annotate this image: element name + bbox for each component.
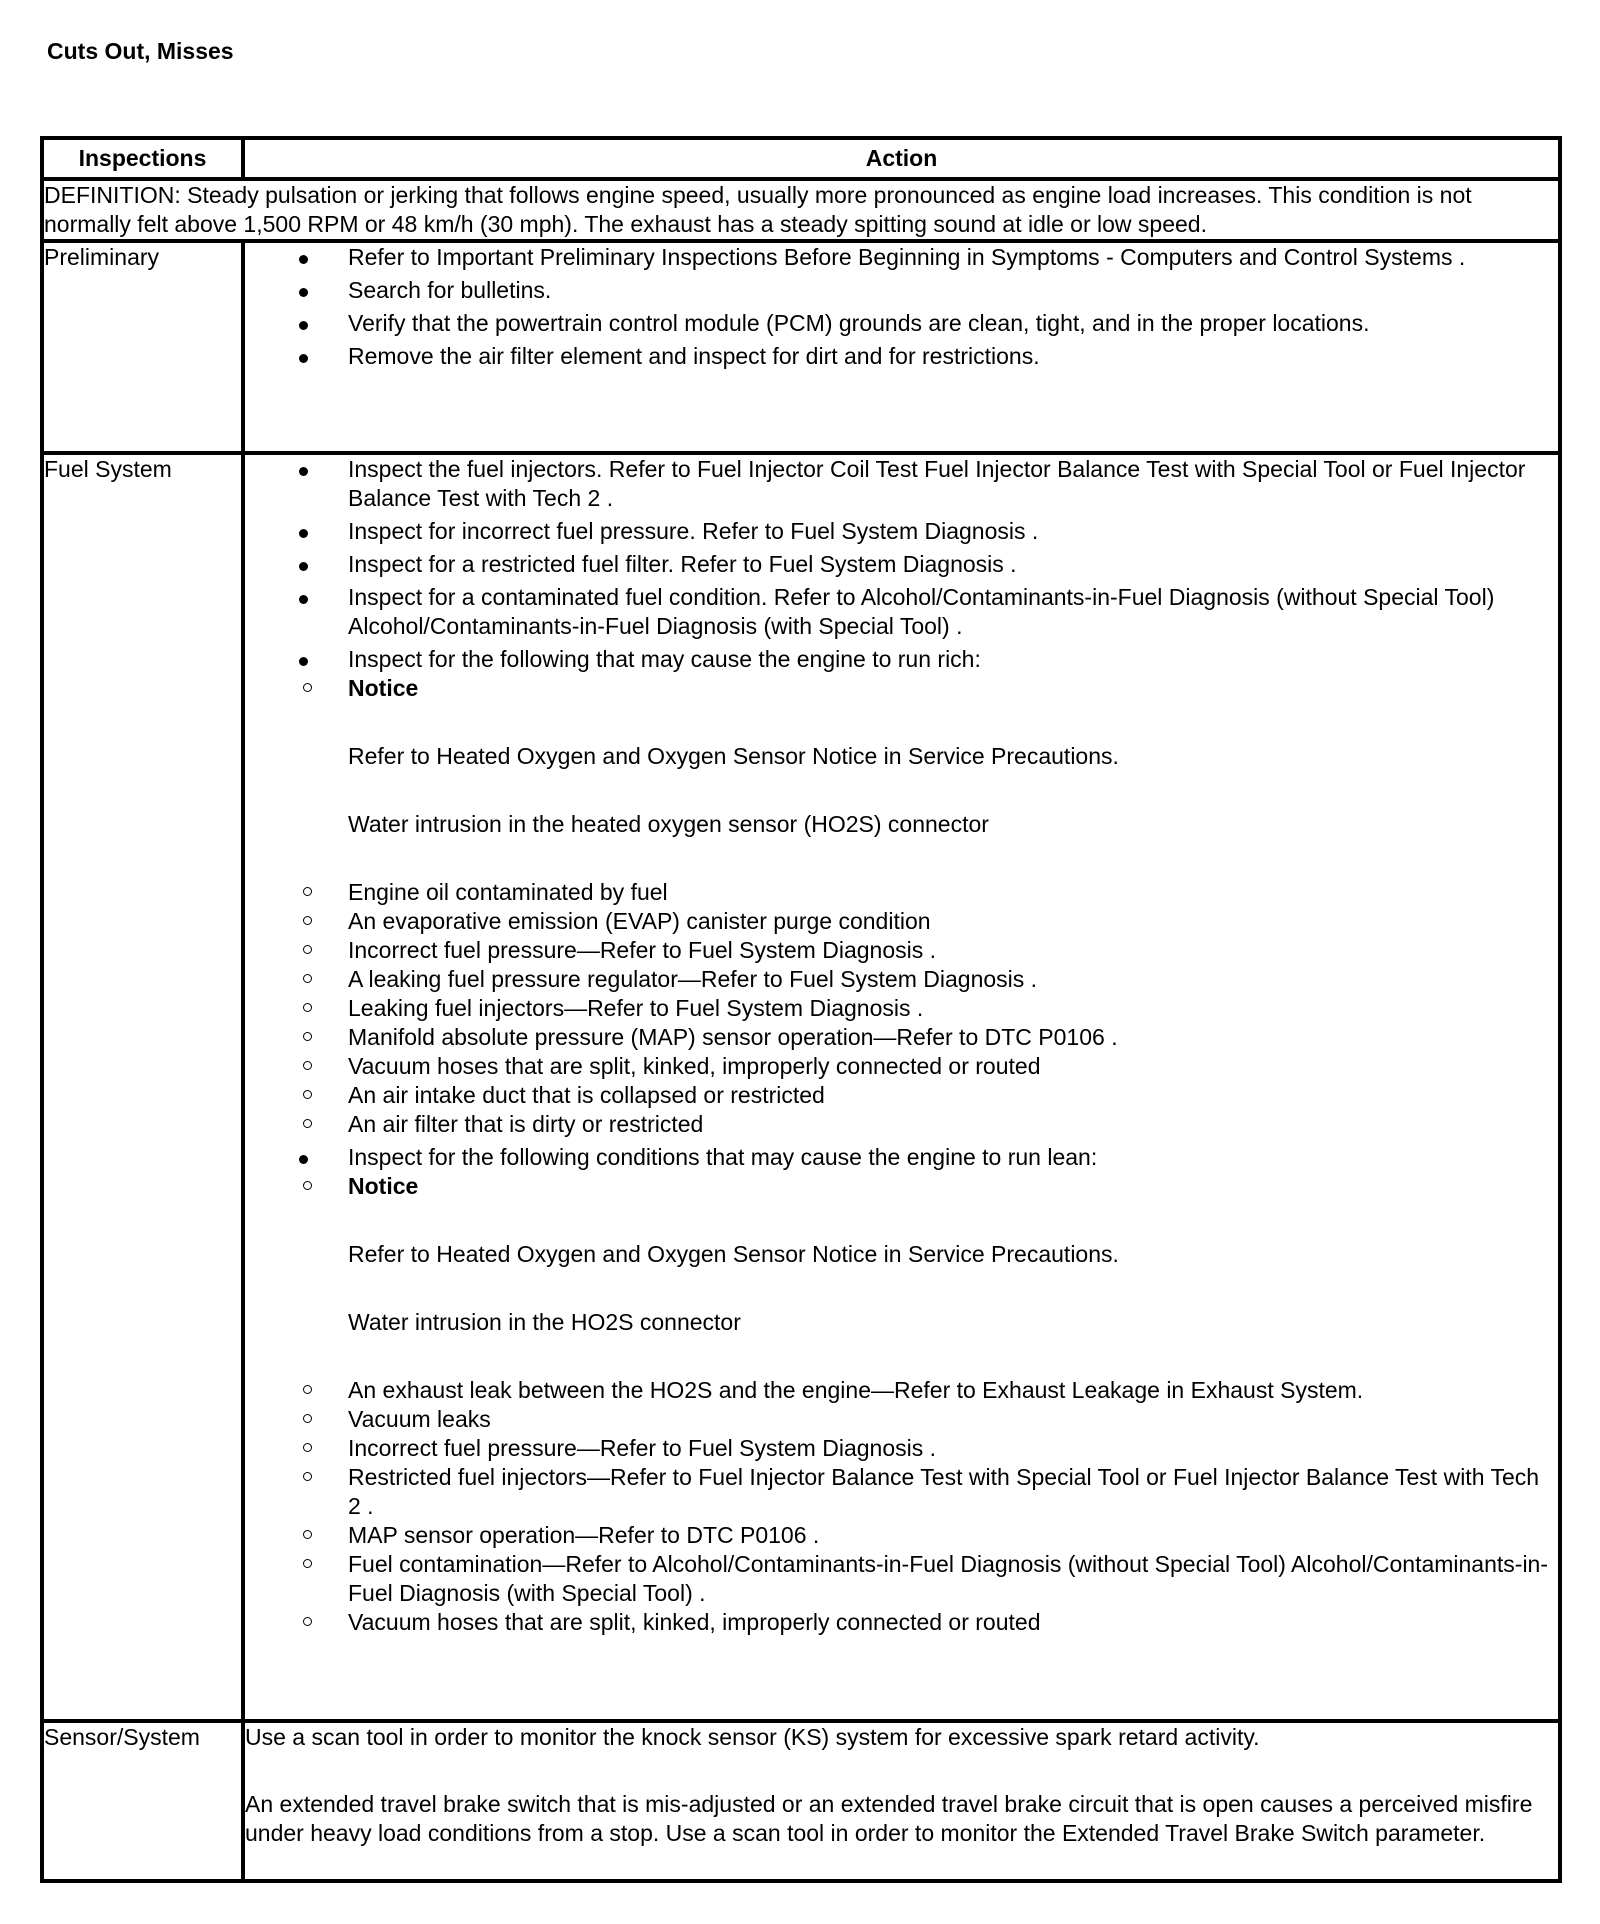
- sub-list-item: Vacuum hoses that are split, kinked, improperly connected or routed: [248, 1608, 1558, 1637]
- preliminary-label: Preliminary: [42, 241, 243, 453]
- bullet-icon: [299, 529, 308, 538]
- list-item: Remove the air filter element and inspect for dirt and for restrictions.: [245, 342, 1558, 371]
- sub-list-item: An air filter that is dirty or restricted: [248, 1110, 1558, 1139]
- sub-list-item: Vacuum hoses that are split, kinked, improperly connected or routed: [248, 1052, 1558, 1081]
- bullet-icon: [299, 467, 308, 476]
- sub-list-item: MAP sensor operation—Refer to DTC P0106 .: [248, 1521, 1558, 1550]
- circle-bullet-icon: [303, 683, 312, 692]
- circle-bullet-icon: [303, 1559, 312, 1568]
- bullet-icon: [299, 354, 308, 363]
- list-item: Search for bulletins.: [245, 276, 1558, 305]
- circle-bullet-icon: [303, 1617, 312, 1626]
- diagnostic-table: [40, 136, 1562, 1883]
- sub-list-item: Restricted fuel injectors—Refer to Fuel Injector Balance Test with Special Tool or Fuel Injector Balance Test with Tech 2 .: [248, 1463, 1558, 1521]
- list-item: Inspect the fuel injectors. Refer to Fuel Injector Coil Test Fuel Injector Balance Test with Special Tool or Fuel Injector Balance Test with Tech 2 .: [245, 455, 1558, 513]
- sub-list-item: Fuel contamination—Refer to Alcohol/Contaminants-in-Fuel Diagnosis (without Special Tool) Alcohol/Contaminants-in-Fuel Diagnosis (with Special Tool) .: [248, 1550, 1558, 1608]
- sub-list-item: Vacuum leaks: [248, 1405, 1558, 1434]
- notice-item-text: Water intrusion in the HO2S connector: [348, 1309, 741, 1335]
- lean-sublist: [348, 1172, 1558, 1637]
- page-title: Cuts Out, Misses: [47, 38, 234, 64]
- circle-bullet-icon: [303, 1414, 312, 1423]
- circle-bullet-icon: [303, 945, 312, 954]
- bullet-icon: [299, 321, 308, 330]
- notice-title: Notice: [348, 675, 419, 701]
- sensor-system-actions: [243, 1721, 1560, 1881]
- circle-bullet-icon: [303, 1472, 312, 1481]
- sub-list-item: Leaking fuel injectors—Refer to Fuel System Diagnosis .: [248, 994, 1558, 1023]
- header-inspections: Inspections: [42, 138, 243, 179]
- sub-list-item: Manifold absolute pressure (MAP) sensor operation—Refer to DTC P0106 .: [248, 1023, 1558, 1052]
- bullet-icon: [299, 562, 308, 571]
- sub-list-item: Engine oil contaminated by fuel: [248, 878, 1558, 907]
- fuel-system-list: [245, 455, 1558, 1637]
- fuel-system-label: Fuel System: [42, 453, 243, 1721]
- circle-bullet-icon: [303, 974, 312, 983]
- circle-bullet-icon: [303, 1385, 312, 1394]
- bullet-icon: [299, 288, 308, 297]
- header-row: [42, 138, 1560, 179]
- list-item: Inspect for a restricted fuel filter. Refer to Fuel System Diagnosis .: [245, 550, 1558, 579]
- sub-list-item: An exhaust leak between the HO2S and the engine—Refer to Exhaust Leakage in Exhaust System.: [248, 1376, 1558, 1405]
- sub-list-item: A leaking fuel pressure regulator—Refer to Fuel System Diagnosis .: [248, 965, 1558, 994]
- circle-bullet-icon: [303, 887, 312, 896]
- circle-bullet-icon: [303, 1530, 312, 1539]
- bullet-icon: [299, 1155, 308, 1164]
- sensor-paragraph-1: Use a scan tool in order to monitor the knock sensor (KS) system for excessive spark retard activity.: [245, 1724, 1260, 1750]
- circle-bullet-icon: [303, 1061, 312, 1070]
- fuel-system-row: [42, 453, 1560, 1721]
- list-item: Verify that the powertrain control module (PCM) grounds are clean, tight, and in the proper locations.: [245, 309, 1558, 338]
- list-item-rich: Inspect for the following that may cause the engine to run rich: Notice Refer to Heated Oxygen and Oxygen Sensor Notice in Service Precautions. Water intrusion in the heated oxygen sensor (HO2S) connector Engine oil contaminated by fuel An evaporative emission (EVAP) canister purge condition Incorrect fuel pressure—Refer to Fuel System Diagnosis . A leaking fuel pressure regulator—Refer to Fuel System Diagnosis . Leaking fuel injectors—Refer to Fuel System Diagnosis . Manifold absolute pressure (MAP) sensor operation—Refer to DTC P0106 . Vacuum hoses that are split, kinked, improperly connected or routed An air intake duct that is collapsed or restricted An air filter that is dirty or restricted: [245, 645, 1558, 1139]
- preliminary-actions: [243, 241, 1560, 453]
- sub-list-item: An air intake duct that is collapsed or restricted: [248, 1081, 1558, 1110]
- definition-row: [42, 179, 1560, 241]
- notice-item: [248, 674, 1558, 878]
- sub-list-item: An evaporative emission (EVAP) canister purge condition: [248, 907, 1558, 936]
- circle-bullet-icon: [303, 1003, 312, 1012]
- sub-list-item: Incorrect fuel pressure—Refer to Fuel System Diagnosis .: [248, 936, 1558, 965]
- bullet-icon: [299, 657, 308, 666]
- rich-sublist: [348, 674, 1558, 1139]
- circle-bullet-icon: [303, 916, 312, 925]
- notice-item-text: Water intrusion in the heated oxygen sensor (HO2S) connector: [348, 811, 989, 837]
- circle-bullet-icon: [303, 1181, 312, 1190]
- header-action: Action: [243, 138, 1560, 179]
- circle-bullet-icon: [303, 1090, 312, 1099]
- list-item: Inspect for incorrect fuel pressure. Refer to Fuel System Diagnosis .: [245, 517, 1558, 546]
- bullet-icon: [299, 255, 308, 264]
- circle-bullet-icon: [303, 1032, 312, 1041]
- fuel-system-actions: [243, 453, 1560, 1721]
- definition-text: DEFINITION: Steady pulsation or jerking that follows engine speed, usually more pronounced as engine load increases. This condition is not normally felt above 1,500 RPM or 48 km/h (30 mph). The exhaust has a steady spitting sound at idle or low speed.: [42, 179, 1560, 241]
- circle-bullet-icon: [303, 1119, 312, 1128]
- sensor-system-label: Sensor/System: [42, 1721, 243, 1881]
- notice-text: Refer to Heated Oxygen and Oxygen Sensor Notice in Service Precautions.: [348, 1241, 1119, 1267]
- notice-text: Refer to Heated Oxygen and Oxygen Sensor Notice in Service Precautions.: [348, 743, 1119, 769]
- circle-bullet-icon: [303, 1443, 312, 1452]
- list-item-lean: Inspect for the following conditions that may cause the engine to run lean: Notice Refer to Heated Oxygen and Oxygen Sensor Notice in Service Precautions. Water intrusion in the HO2S connector An exhaust leak between the HO2S and the engine—Refer to Exhaust Leakage in Exhaust System. Vacuum leaks Incorrect fuel pressure—Refer to Fuel System Diagnosis . Restricted fuel injectors—Refer to Fuel Injector Balance Test with Special Tool or Fuel Injector Balance Test with Tech 2 . MAP sensor operation—Refer to DTC P0106 . Fuel contamination—Refer to Alcohol/Contaminants-in-Fuel Diagnosis (without Special Tool) Alcohol/Contaminants-in-Fuel Diagnosis (with Special Tool) . Vacuum hoses that are split, kinked, improperly connected or routed: [245, 1143, 1558, 1637]
- preliminary-list: [245, 243, 1558, 371]
- notice-item: [248, 1172, 1558, 1376]
- sub-list-item: Incorrect fuel pressure—Refer to Fuel System Diagnosis .: [248, 1434, 1558, 1463]
- bullet-icon: [299, 595, 308, 604]
- sensor-system-row: [42, 1721, 1560, 1881]
- sensor-paragraph-2: An extended travel brake switch that is mis-adjusted or an extended travel brake circuit that is open causes a perceived misfire under heavy load conditions from a stop. Use a scan tool in order to monitor the Extended Travel Brake Switch parameter.: [245, 1791, 1533, 1846]
- list-item: Refer to Important Preliminary Inspections Before Beginning in Symptoms - Computers and Control Systems .: [245, 243, 1558, 272]
- preliminary-row: [42, 241, 1560, 453]
- list-item: Inspect for a contaminated fuel condition. Refer to Alcohol/Contaminants-in-Fuel Diagnosis (without Special Tool) Alcohol/Contaminants-in-Fuel Diagnosis (with Special Tool) .: [245, 583, 1558, 641]
- notice-title: Notice: [348, 1173, 419, 1199]
